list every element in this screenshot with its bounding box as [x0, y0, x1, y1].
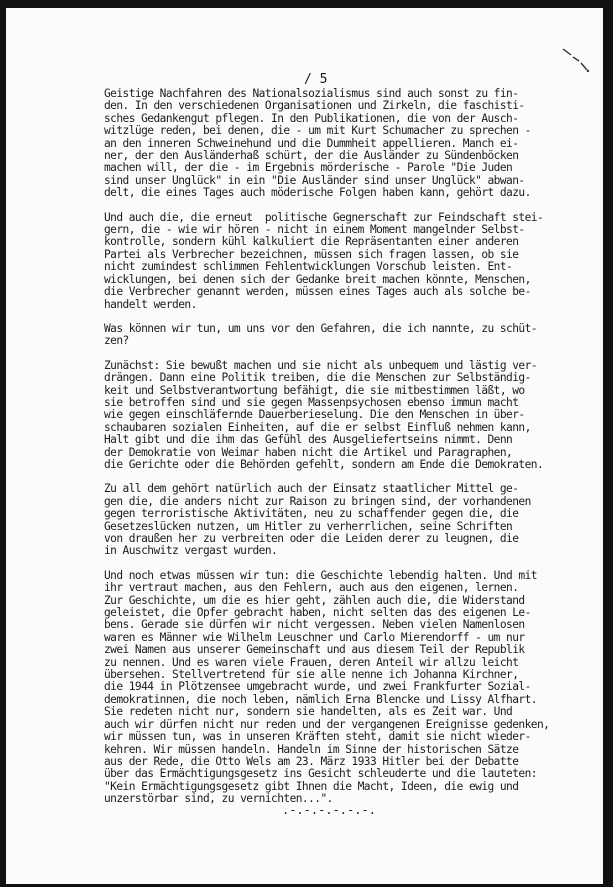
- text-line: Geistige Nachfahren des Nationalsozialismus sind auch sonst zu fin-: [104, 87, 519, 100]
- text-line: kehren. Wir müssen handeln. Handeln im Sinne der historischen Sätze: [104, 742, 519, 756]
- text-line: zwei Namen aus unserer Gemeinschaft und aus diesem Teil der Republik: [104, 643, 525, 657]
- text-line: die 1944 in Plötzensee umgebracht wurde, und zwei Frankfurter Sozial-: [104, 680, 531, 694]
- text-line: "Kein Ermächtigungsgesetz gibt Ihnen die Macht, Ideen, die ewig und: [104, 779, 519, 793]
- text-line: an den inneren Schweinehund und die Dummheit appellieren. Manch ei-: [104, 136, 519, 150]
- text-line: die Verbrecher genannt werden, müssen eines Tages auch als solche be-: [104, 285, 531, 299]
- paragraph: [104, 323, 612, 348]
- text-line: auch wir dürfen nicht nur reden und der vergangenen Ereignisse gedenken,: [104, 717, 550, 731]
- text-line: demokratinnen, die noch leben, nämlich Erna Blencke und Lissy Alfhart.: [104, 692, 537, 706]
- text-line: wicklungen, bei denen sich der Gedanke breit machen könnte, Menschen,: [104, 272, 531, 286]
- text-line: in Auschwitz vergast wurden.: [104, 544, 278, 558]
- text-line: sie betroffen sind und sie gegen Massenpsychosen ebenso immun macht: [104, 395, 519, 409]
- text-line: Zunächst: Sie bewußt machen und sie nicht als unbequem und lästig ver-: [104, 358, 537, 372]
- text-line: bens. Gerade sie dürfen wir nicht vergessen. Neben vielen Namenlosen: [104, 618, 525, 632]
- text-line: Zur Geschichte, um die es hier geht, zählen auch die, die Widerstand: [104, 593, 525, 607]
- text-line: kontrolle, sondern kühl kalkuliert die Repräsentanten einer anderen: [104, 235, 519, 249]
- paragraph: [104, 483, 612, 557]
- text-line: zu nennen. Und es waren viele Frauen, deren Anteil wir allzu leicht: [104, 655, 519, 669]
- text-line: von draußen her zu verbreiten oder die Leiden derer zu leugnen, die: [104, 532, 519, 545]
- text-line: unzerstörbar sind, zu vernichten...".: [104, 792, 333, 806]
- closing-separator: .-.-.-.-.-.-.: [282, 803, 376, 817]
- text-line: Halt gibt und die ihm das Gefühl des Ausgeliefertseins nimmt. Denn: [104, 433, 513, 447]
- text-line: den. In den verschiedenen Organisationen und Zirkeln, die faschisti-: [104, 99, 525, 113]
- text-line: der Demokratie von Weimar haben nicht die Artikel und Paragraphen,: [104, 445, 513, 459]
- text-line: handelt werden.: [104, 297, 197, 311]
- text-line: Und auch die, die erneut politische Gegnerschaft zur Feindschaft stei-: [104, 210, 544, 224]
- text-line: sches Gedankengut pflegen. In den Publikationen, die von der Ausch-: [104, 111, 519, 125]
- text-line: ner, der den Ausländerhaß schürt, der die Ausländer zu Sündenböcken: [104, 149, 519, 163]
- text-line: waren es Männer wie Wilhelm Leuschner und Carlo Mierendorff - um nur: [104, 630, 525, 644]
- text-line: Was können wir tun, um uns vor den Gefahren, die ich nannte, zu schüt-: [104, 321, 537, 335]
- text-line: zen?: [104, 334, 129, 348]
- paragraph: [104, 88, 612, 200]
- paragraph: [104, 570, 612, 806]
- text-line: gegen terroristische Aktivitäten, neu zu schaffender gegen die, die: [104, 507, 519, 521]
- text-line: drängen. Dann eine Politik treiben, die die Menschen zur Selbständig-: [104, 371, 531, 385]
- text-line: Partei als Verbrecher bezeichnen, müssen sich fragen lassen, ob sie: [104, 247, 519, 261]
- text-line: schaubaren sozialen Einheiten, auf die er selbst Einfluß nehmen kann,: [104, 420, 531, 434]
- text-line: Zu all dem gehört natürlich auch der Einsatz staatlicher Mittel ge-: [104, 482, 519, 496]
- text-line: die Gerichte oder die Behörden gefehlt, sondern am Ende die Demokraten.: [104, 457, 544, 471]
- text-line: geleistet, die Opfer gebracht haben, nicht selten das des eigenen Le-: [104, 606, 531, 620]
- paragraph: [104, 360, 612, 472]
- corner-scribble-mark: [561, 46, 591, 74]
- text-line: Gesetzeslücken nutzen, um Hitler zu verherrlichen, seine Schriften: [104, 519, 513, 533]
- text-line: witzlüge reden, bei denen, die - um mit Kurt Schumacher zu sprechen -: [104, 124, 531, 138]
- text-line: sind unser Unglück" in ein "Die Ausländer sind unser Unglück" abwan-: [104, 173, 525, 187]
- text-line: wir müssen tun, was in unseren Kräften steht, damit sie nicht wieder-: [104, 730, 531, 744]
- text-line: machen will, der die - im Ergebnis mörderische - Parole "Die Juden: [104, 161, 513, 175]
- text-line: wie gegen einschläfernde Dauerberieselung. Die den Menschen in über-: [104, 408, 525, 422]
- text-line: delt, die eines Tages auch möderische Folgen haben kann, gehört dazu.: [104, 186, 531, 200]
- text-line: Sie redeten nicht nur, sondern sie handelten, als es Zeit war. Und: [104, 705, 513, 719]
- text-line: gen die, die anders nicht zur Raison zu bringen sind, der vorhandenen: [104, 494, 531, 508]
- text-line: keit und Selbstverantwortung befähigt, die sie mitbestimmen läßt, wo: [104, 383, 525, 397]
- text-line: aus der Rede, die Otto Wels am 23. März 1933 Hitler bei der Debatte: [104, 754, 519, 768]
- paragraph: [104, 212, 612, 311]
- text-line: über das Ermächtigungsgesetz ins Gesicht schleuderte und die lauteten:: [104, 767, 537, 781]
- letter-body: [104, 88, 612, 818]
- text-line: nicht zumindest schlimmen Fehlentwicklungen Vorschub leisten. Ent-: [104, 260, 513, 274]
- text-line: ihr vertraut machen, aus den Fehlern, auch aus den eigenen, lernen.: [104, 581, 519, 595]
- text-line: übersehen. Stellvertretend für sie alle nenne ich Johanna Kirchner,: [104, 668, 519, 682]
- text-line: Und noch etwas müssen wir tun: die Geschichte lebendig halten. Und mit: [104, 568, 537, 582]
- text-line: gern, die - wie wir hören - nicht in einem Moment mangelnder Selbst-: [104, 223, 525, 237]
- page-number: / 5: [304, 72, 328, 87]
